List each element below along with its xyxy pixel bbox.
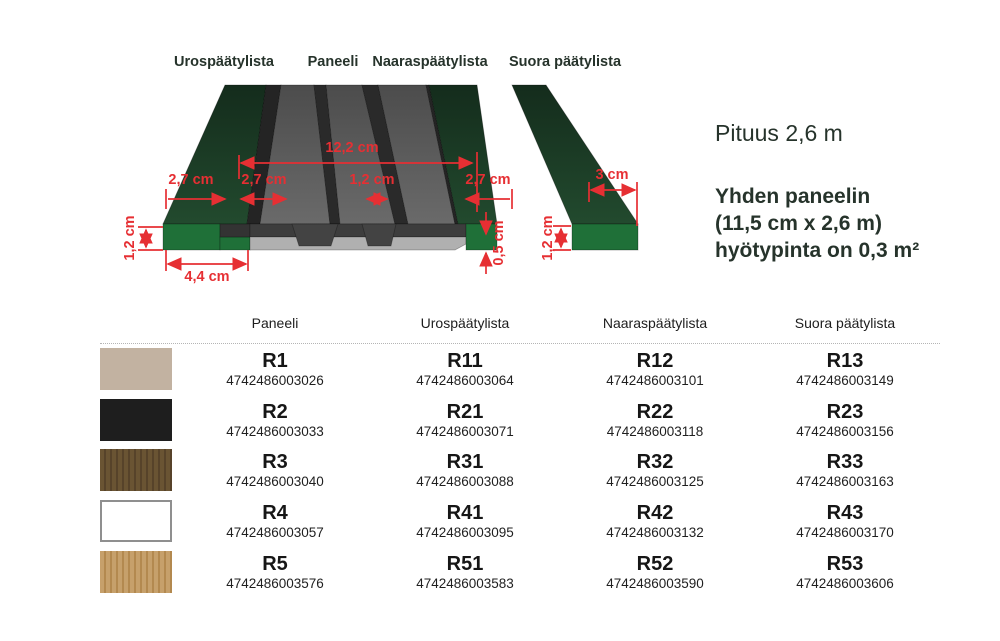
label-suora-paatylista: Suora päätylista (508, 54, 622, 70)
product-cell (750, 502, 940, 540)
product-cell (370, 401, 560, 439)
panel-cross-section (163, 224, 497, 250)
product-cell (750, 553, 940, 591)
product-cell (560, 502, 750, 540)
product-cell (370, 451, 560, 489)
area-text (715, 183, 919, 264)
dim-suora-width: 3 cm (595, 167, 629, 183)
dim-naaras-width: 2,7 cm (465, 172, 511, 188)
table-row (100, 546, 940, 597)
product-cell (560, 401, 750, 439)
product-ean: 4742486003132 (606, 525, 704, 541)
swatch-cell (100, 449, 180, 491)
product-code: R31 (446, 451, 484, 474)
product-ean: 4742486003026 (226, 373, 324, 389)
product-ean: 4742486003118 (606, 423, 704, 439)
product-code: R23 (826, 400, 864, 423)
product-cell (180, 553, 370, 591)
product-code: R53 (826, 552, 864, 575)
area-line-2: (11,5 cm x 2,6 m) (715, 212, 882, 235)
table-row (100, 496, 940, 547)
product-cell (370, 502, 560, 540)
product-code: R13 (826, 350, 864, 373)
product-code: R51 (446, 552, 484, 575)
product-code: R32 (636, 451, 674, 474)
product-code: R33 (826, 451, 864, 474)
column-header: Urospäätylista (420, 315, 510, 331)
product-ean: 4742486003071 (416, 423, 514, 439)
product-ean: 4742486003590 (606, 575, 704, 591)
length-text: Pituus 2,6 m (715, 120, 843, 146)
color-swatch-dark-walnut (100, 449, 172, 491)
product-code: R41 (446, 502, 484, 525)
dim-total-width: 12,2 cm (325, 140, 379, 156)
column-header: Suora päätylista (794, 315, 896, 331)
product-ean: 4742486003088 (416, 474, 514, 490)
column-header: Naaraspäätylista (602, 315, 708, 331)
product-code: R3 (262, 451, 288, 474)
label-naaraspaatylista: Naaraspäätylista (372, 54, 488, 70)
product-cell (750, 451, 940, 489)
product-code: R21 (446, 400, 484, 423)
product-cell (560, 553, 750, 591)
product-code: R22 (636, 400, 674, 423)
product-code: R4 (262, 502, 288, 525)
product-cell (560, 451, 750, 489)
product-ean: 4742486003095 (416, 525, 514, 541)
product-cell (370, 553, 560, 591)
product-code: R52 (636, 552, 674, 575)
table-row (100, 445, 940, 496)
product-cell (180, 451, 370, 489)
product-table (100, 303, 940, 597)
product-ean: 4742486003163 (796, 474, 894, 490)
product-code: R12 (636, 350, 674, 373)
dim-groove-width: 1,2 cm (349, 172, 395, 188)
product-code: R43 (826, 502, 864, 525)
product-cell (180, 502, 370, 540)
product-ean: 4742486003064 (416, 373, 514, 389)
product-ean: 4742486003170 (796, 525, 894, 541)
dim-slat-width: 2,7 cm (241, 172, 287, 188)
dim-suora-thickness: 1,2 cm (539, 215, 556, 261)
label-paneeli: Paneeli (307, 54, 359, 70)
product-ean: 4742486003125 (606, 474, 704, 490)
color-swatch-beige (100, 348, 172, 390)
product-code: R42 (636, 502, 674, 525)
product-ean: 4742486003101 (606, 373, 704, 389)
dim-uros-width: 2,7 cm (168, 172, 214, 188)
product-cell (750, 350, 940, 388)
product-cell (180, 401, 370, 439)
color-swatch-light-oak (100, 551, 172, 593)
swatch-cell (100, 348, 180, 390)
table-header-row (100, 303, 940, 344)
dim-thickness-left: 1,2 cm (121, 215, 138, 261)
table-body (100, 344, 940, 597)
product-code: R2 (262, 400, 288, 423)
area-line-3: hyötypinta on 0,3 m² (715, 239, 920, 262)
color-swatch-black (100, 399, 172, 441)
column-header: Paneeli (251, 315, 299, 331)
product-ean: 4742486003576 (226, 575, 324, 591)
dim-base-step: 0,5 cm (490, 220, 507, 266)
swatch-cell (100, 551, 180, 593)
product-cell (750, 401, 940, 439)
product-ean: 4742486003606 (796, 575, 894, 591)
product-ean: 4742486003057 (226, 525, 324, 541)
table-row (100, 395, 940, 446)
product-ean: 4742486003040 (226, 474, 324, 490)
product-cell (370, 350, 560, 388)
swatch-cell (100, 399, 180, 441)
info-block (715, 120, 919, 264)
color-swatch-white (100, 500, 172, 542)
product-code: R5 (262, 552, 288, 575)
table-row (100, 344, 940, 395)
product-ean: 4742486003583 (416, 575, 514, 591)
product-cell (180, 350, 370, 388)
product-code: R1 (262, 350, 288, 373)
product-cell (560, 350, 750, 388)
swatch-cell (100, 500, 180, 542)
product-code: R11 (447, 350, 483, 373)
product-ean: 4742486003149 (796, 373, 894, 389)
area-line-1: Yhden paneelin (715, 185, 871, 208)
dim-base-width: 4,4 cm (184, 269, 230, 285)
label-urospaatylista: Urospäätylista (174, 54, 274, 70)
product-ean: 4742486003156 (796, 423, 894, 439)
product-ean: 4742486003033 (226, 423, 324, 439)
